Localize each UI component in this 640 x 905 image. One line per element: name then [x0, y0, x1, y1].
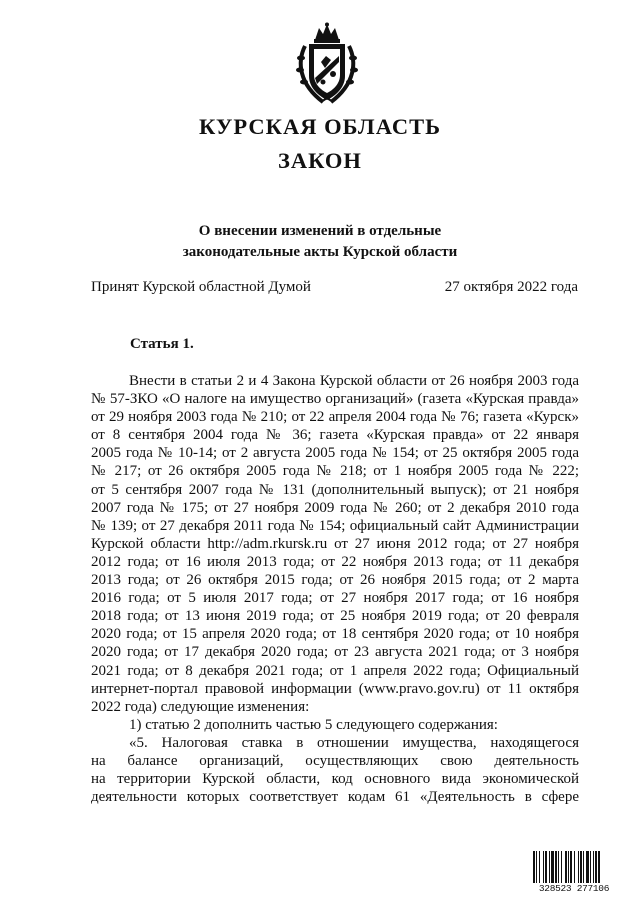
article-body	[91, 372, 579, 806]
body-line: Внести в статьи 2 и 4 Закона Курской области от 26 ноября 2003 года	[129, 373, 579, 389]
body-line: 2021 года; от 8 декабря 2021 года; от 1 апреля 2022 года; Официальный	[91, 662, 579, 679]
body-line: № 217; от 26 октября 2005 года № 218; от 1 ноября 2005 года № 222;	[91, 463, 579, 480]
body-line: Курской области http://adm.rkursk.ru от 27 июня 2012 года; от 27 ноября	[91, 535, 579, 552]
body-line: 2012 года; от 16 июля 2013 года; от 22 ноября 2013 года; от 11 декабря	[91, 553, 579, 570]
body-line: № 57-ЗКО «О налоге на имущество организаций» (газета «Курская правда»	[91, 391, 579, 408]
body-line: 2013 года; от 26 октября 2015 года; от 26 ноября 2015 года; от 2 марта	[91, 572, 579, 589]
body-line: № 139; от 27 декабря 2011 года № 154; официальный сайт Администрации	[91, 517, 579, 534]
article-title: Статья 1.	[130, 336, 194, 352]
region-title: КУРСКАЯ ОБЛАСТЬ	[199, 114, 441, 139]
barcode	[532, 851, 616, 895]
body-line: 2020 года; от 17 декабря 2020 года; от 23 августа 2021 года; от 3 ноября	[91, 644, 579, 661]
body-line: на территории Курской области, код основного вида экономической	[91, 771, 579, 788]
subtitle-line: О внесении изменений в отдельные	[198, 223, 442, 239]
body-line: от 8 сентября 2004 года № 36; газета «Курская правда» от 22 января	[91, 427, 579, 444]
adopted-by: Принят Курской областной Думой	[91, 279, 311, 295]
barcode-number: 328523 277106	[532, 883, 616, 894]
body-line: 2020 года; от 15 апреля 2020 года; от 18 сентября 2020 года; от 10 ноября	[91, 626, 579, 643]
body-line: интернет-портал правовой информации (www.pravo.gov.ru) от 11 октября	[91, 680, 579, 697]
body-line: от 29 ноября 2003 года № 210; от 22 апреля 2004 года № 76; газета «Курск»	[91, 409, 579, 426]
body-line: от 5 сентября 2007 года № 131 (дополнительный выпуск); от 21 ноября	[91, 481, 579, 498]
body-line: 2018 года; от 13 июня 2019 года; от 25 ноября 2019 года; от 20 февраля	[91, 608, 579, 625]
adoption-row	[91, 279, 578, 296]
barcode-bars-icon	[532, 851, 616, 884]
body-line: 2016 года; от 5 июля 2017 года; от 27 ноября 2017 года; от 16 ноября	[91, 590, 579, 607]
coat-of-arms-icon	[293, 22, 361, 104]
body-line: «5. Налоговая ставка в отношении имущества, находящегося	[129, 734, 579, 751]
body-line: 2022 года) следующие изменения:	[91, 698, 310, 715]
body-line: на балансе организаций, осуществляющих свою деятельность	[91, 752, 579, 769]
body-line: деятельности которых соответствует кодам 61 «Деятельность в сфере	[91, 789, 579, 806]
subtitle-line: законодательные акты Курской области	[182, 244, 458, 260]
document-type-title: ЗАКОН	[278, 148, 362, 173]
law-subtitle	[0, 221, 640, 263]
body-line: 2007 года № 175; от 27 ноября 2009 года № 260; от 2 декабря 2010 года	[91, 499, 579, 516]
body-line: 2005 года № 10-14; от 2 августа 2005 года № 154; от 25 октября 2005 года	[91, 445, 579, 462]
body-line: 1) статью 2 дополнить частью 5 следующего содержания:	[129, 716, 498, 733]
adoption-date: 27 октября 2022 года	[444, 279, 578, 295]
